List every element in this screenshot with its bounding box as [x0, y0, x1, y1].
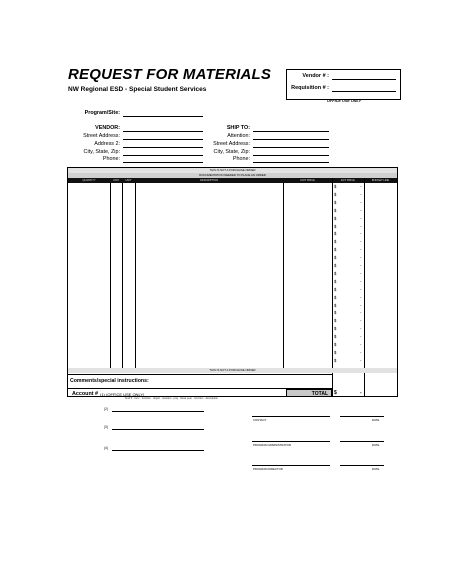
contact-signature-line[interactable] — [252, 416, 330, 417]
ext-price-dollar: $ — [334, 310, 337, 316]
column-header: UNIT — [125, 179, 132, 182]
column-header: UNIT — [112, 179, 120, 182]
ext-price-value: - — [360, 349, 362, 355]
ship-field-label: Attention: — [227, 133, 250, 139]
vendor-field-label: Address 2: — [94, 141, 120, 147]
account-number-field[interactable] — [112, 411, 204, 412]
ext-price-value: - — [360, 294, 362, 300]
ext-price-value: - — [360, 184, 362, 189]
contact-date-line[interactable] — [340, 416, 384, 417]
ext-price-value: - — [360, 231, 362, 237]
ext-price-value: - — [360, 318, 362, 324]
column-divider — [135, 183, 136, 368]
vendor-field-label: City, State, Zip: — [83, 149, 120, 155]
ext-price-value: - — [360, 310, 362, 316]
contact-date-label: DATE — [372, 418, 380, 422]
ext-price-value: - — [360, 255, 362, 261]
ext-price-dollar: $ — [334, 263, 337, 268]
ext-price-value: - — [360, 207, 362, 213]
column-header: DESCRIPTION — [200, 179, 218, 182]
vendor-heading: VENDOR: — [95, 125, 120, 131]
ship-phone-field[interactable] — [253, 162, 329, 163]
ext-price-dollar: $ — [334, 270, 337, 276]
administrator-signature-line[interactable] — [252, 441, 330, 442]
ext-price-dollar: $ — [334, 302, 337, 308]
ext-price-dollar: $ — [334, 223, 337, 229]
comments-label: Comments/special instructions: — [70, 378, 149, 384]
form-title: REQUEST FOR MATERIALS — [68, 66, 272, 83]
ext-price-dollar: $ — [334, 342, 337, 347]
ship-field-label: Phone: — [232, 156, 250, 162]
vendor-field-label: Street Address: — [83, 133, 120, 139]
ext-price-dollar: $ — [334, 184, 337, 189]
column-divider — [364, 178, 365, 397]
ext-price-dollar: $ — [334, 215, 337, 221]
ext-price-value: - — [360, 326, 362, 332]
vendor-name-field[interactable] — [123, 131, 203, 132]
requisition-number-field[interactable] — [332, 91, 396, 92]
documentation-band: DOCUMENTATION NEEDED TO PLACE AN ORDER — [68, 173, 397, 178]
column-divider — [122, 183, 123, 368]
ext-price-value: - — [360, 302, 362, 308]
director-date-line[interactable] — [340, 465, 384, 466]
program-site-label: Program/Site: — [84, 110, 120, 116]
ext-price-dollar: $ — [334, 247, 337, 253]
vendor-number-field[interactable] — [332, 79, 396, 80]
ship-attention-field[interactable] — [253, 139, 329, 140]
items-table — [67, 167, 398, 397]
account-number-marker: (2) — [104, 407, 108, 411]
ship-street-field[interactable] — [253, 147, 329, 148]
director-signature-line[interactable] — [252, 465, 330, 466]
account-office-note: (1) (OFFICE USE ONLY) — [100, 392, 145, 397]
ext-price-dollar: $ — [334, 349, 337, 355]
ext-price-value: - — [360, 342, 362, 347]
account-number-marker: (3) — [104, 425, 108, 429]
ext-price-dollar: $ — [334, 278, 337, 284]
vendor-number-label: Vendor # : — [302, 73, 329, 79]
vendor-address2-field[interactable] — [123, 147, 203, 148]
account-number-marker: (4) — [104, 446, 108, 450]
ship-to-name-field[interactable] — [253, 131, 329, 132]
vendor-street-field[interactable] — [123, 139, 203, 140]
ext-price-dollar: $ — [334, 239, 337, 245]
column-divider — [110, 183, 111, 368]
ext-price-dollar: $ — [334, 357, 337, 363]
director-signature-label: PROGRAM DIRECTOR — [253, 467, 283, 471]
account-label: Account # — [72, 391, 99, 397]
ship-field-label: Street Address: — [213, 141, 250, 147]
ext-price-value: - — [360, 278, 362, 284]
ext-price-value: - — [360, 247, 362, 253]
column-header: EXT PRICE — [341, 179, 355, 182]
administrator-signature-label: PROGRAM ADMINISTRATOR — [253, 443, 291, 447]
ext-price-dollar: $ — [334, 255, 337, 261]
ext-price-value: - — [360, 270, 362, 276]
column-divider — [283, 183, 284, 368]
account-number-field[interactable] — [112, 429, 204, 430]
account-number-field[interactable] — [112, 450, 204, 451]
comments-divider — [67, 374, 333, 375]
ext-price-value: - — [360, 215, 362, 221]
ext-price-value: - — [360, 286, 362, 292]
ext-price-dollar: $ — [334, 286, 337, 292]
ext-price-dollar: $ — [334, 191, 337, 197]
ext-price-value: - — [360, 223, 362, 229]
vendor-city-field[interactable] — [123, 155, 203, 156]
ext-price-dollar: $ — [334, 318, 337, 324]
column-header: UNIT PRICE — [300, 179, 315, 182]
ext-price-dollar: $ — [334, 294, 337, 300]
director-date-label: DATE — [372, 467, 380, 471]
ext-price-value: - — [360, 334, 362, 340]
ext-price-dollar: $ — [334, 207, 337, 213]
contact-signature-label: CONTACT — [253, 418, 267, 422]
ext-price-value: - — [360, 357, 362, 363]
column-header: QUANTITY — [82, 179, 96, 182]
form-subtitle: NW Regional ESD - Special Student Services — [68, 86, 207, 93]
total-label-cell — [286, 389, 332, 397]
vendor-phone-field[interactable] — [123, 162, 203, 163]
column-divider — [332, 178, 333, 397]
administrator-date-label: DATE — [372, 443, 380, 447]
not-purchase-order-band: THIS IS NOT A PURCHASE ORDER — [68, 168, 397, 173]
ship-field-label: City, State, Zip: — [213, 149, 250, 155]
ship-city-field[interactable] — [253, 155, 329, 156]
vendor-field-label: Phone: — [102, 156, 120, 162]
account-code-legend: fund # · func · function · object · location · proj · fiscal year · function · description — [125, 397, 219, 400]
ext-price-value: - — [360, 199, 362, 205]
ext-price-dollar: $ — [334, 231, 337, 237]
not-purchase-order-band-bottom: THIS IS NOT A PURCHASE ORDER — [68, 368, 397, 373]
total-label: TOTAL — [311, 391, 328, 397]
ship-to-heading: SHIP TO: — [226, 125, 250, 131]
ext-price-dollar: $ — [334, 326, 337, 332]
office-use-note: OFFICE USE ONLY — [327, 99, 362, 103]
column-header: BUDGET LINE — [371, 179, 390, 182]
program-site-field[interactable] — [123, 116, 203, 117]
ext-price-dollar: $ — [334, 334, 337, 340]
table-header — [68, 178, 397, 183]
total-dollar-sign: $ — [334, 390, 337, 396]
ext-price-value: - — [360, 191, 362, 197]
ext-price-dollar: $ — [334, 199, 337, 205]
administrator-date-line[interactable] — [340, 441, 384, 442]
requisition-number-label: Requisition # : — [291, 85, 329, 91]
ext-price-value: - — [360, 239, 362, 245]
ext-price-value: - — [360, 263, 362, 268]
total-value: - — [360, 390, 362, 396]
